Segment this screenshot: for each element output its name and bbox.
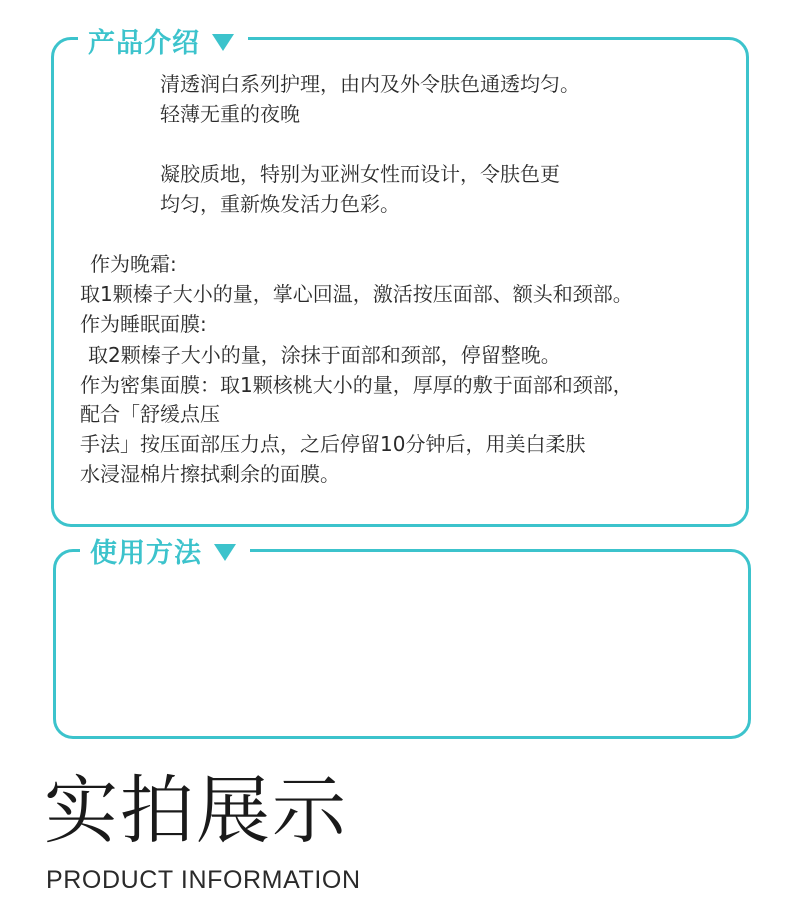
intro-text-line: 作为晚霜: xyxy=(90,252,177,276)
intro-text-line: 配合「舒缓点压 xyxy=(80,402,220,426)
intro-text-line: 取2颗榛子大小的量，涂抹于面部和颈部，停留整晚。 xyxy=(88,343,561,367)
intro-text-line: 水浸湿棉片擦拭剩余的面膜。 xyxy=(80,462,340,486)
intro-text-line: 作为密集面膜：取1颗核桃大小的量，厚厚的敷于面部和颈部， xyxy=(80,373,633,397)
intro-text-line: 均匀，重新焕发活力色彩。 xyxy=(160,192,400,216)
intro-text-line: 手法」按压面部压力点，之后停留10分钟后，用美白柔肤 xyxy=(80,432,586,456)
gallery-subtitle: PRODUCT INFORMATION xyxy=(46,866,361,894)
usage-title: 使用方法 xyxy=(90,537,202,569)
usage-frame xyxy=(53,549,751,739)
usage-legend xyxy=(80,530,250,570)
intro-text-line: 凝胶质地，特别为亚洲女性而设计，令肤色更 xyxy=(160,162,560,186)
intro-text-line: 轻薄无重的夜晚 xyxy=(160,102,300,126)
intro-text-line: 取1颗榛子大小的量，掌心回温，激活按压面部、额头和颈部。 xyxy=(80,282,633,306)
intro-legend xyxy=(78,20,248,60)
triangle-down-icon xyxy=(212,34,234,51)
intro-title: 产品介绍 xyxy=(88,27,200,59)
intro-text-line: 作为睡眠面膜: xyxy=(80,312,207,336)
gallery-title: 实拍展示 xyxy=(44,768,348,854)
intro-text-line: 清透润白系列护理，由内及外令肤色通透均匀。 xyxy=(160,72,580,96)
triangle-down-icon xyxy=(214,544,236,561)
